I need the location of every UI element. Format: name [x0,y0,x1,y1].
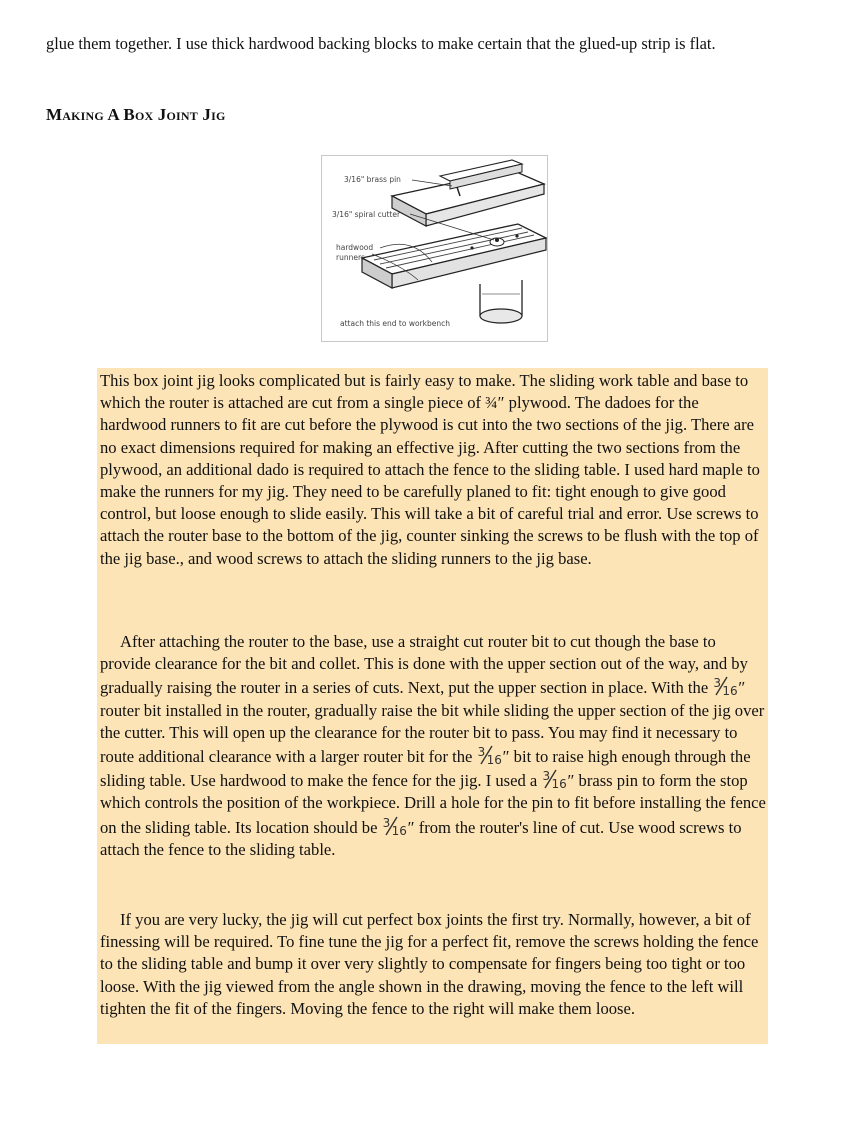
jig-illustration [321,155,548,342]
paragraph-1: This box joint jig looks complicated but is fairly easy to make. The sliding work table and base to which the router is attached are cut from a single piece of ¾″ plywood. The dadoes for the hardwood runners to fit are cut before the plywood is cut into the two sections of the jig. There are no exact dimensions required for making an effective jig. After cutting the two sections from the plywood, an additional dado is required to attach the fence to the sliding table. I used hard maple to make the runners for my jig. They need to be carefully planed to fit: tight enough to give good control, but loose enough to slide easily. This will take a bit of careful trial and error. Use screws to attach the router base to the bottom of the jig, counter sinking the screws to be flush with the top of the jig base., and wood screws to attach the sliding runners to the jig base. [100,371,760,568]
fraction-3-16-icon: 3 16 [382,815,407,838]
paragraph-2 [100,631,766,861]
label-runners-line1: hardwood [336,243,374,252]
section-heading: Making A Box Joint Jig [46,105,226,124]
paragraph-2-text-1: After attaching the router to the base, use a straight cut router bit to cut though the base to provide clearance for the bit and collet. This is done with the upper section out of the way, and by gradually raising the router in a series of cuts. Next, put the upper section in place. With the [100,632,748,698]
label-workbench: attach this end to workbench [340,319,450,328]
paragraph-2-text-3: bit to raise high enough through the sliding table. Use hardwood to make the fence for the jig. I used a [100,747,751,791]
inch-mark: ″ [502,747,510,767]
paragraph-2-text-2: router bit installed in the router, gradually raise the bit while sliding the upper section of the jig over the cutter. This will open up the clearance for the router bit to pass. You may find it necessary to route additional clearance with a larger router bit for the [100,700,765,767]
fraction-3-16-icon: 3 16 [477,745,502,768]
inch-mark: ″ [738,678,746,698]
fraction-3-16-icon: 3 16 [713,676,738,699]
paragraph-3-text: If you are very lucky, the jig will cut perfect box joints the first try. Normally, however, a bit of finessing will be required. To fine tune the jig for a perfect fit, remove the screws holding the fence to the sliding table and bump it over very slightly to compensate for fingers being too tight or too loose. With the jig viewed from the angle shown in the drawing, moving the fence to the left will tighten the fit of the fingers. Moving the fence to the right will make them loose. [100,910,759,1018]
label-brass-pin: 3/16" brass pin [344,175,401,184]
paragraph-2-text-4: brass pin to form the stop which controls the position of the workpiece. Drill a hole for the pin to fit before installing the fence on the sliding table. Its location should be [100,771,766,837]
fraction-3-16-icon: 3 16 [542,769,567,792]
highlighted-text-box [97,368,768,1044]
intro-paragraph: glue them together. I use thick hardwood backing blocks to make certain that the glued-up strip is flat. [46,34,716,53]
paragraph-2-text-5: from the router's line of cut. Use wood screws to attach the fence to the sliding table. [100,817,742,859]
label-runners-line2: runners [336,253,365,262]
inch-mark: ″ [567,771,575,791]
paragraph-3 [100,909,766,1020]
inch-mark: ″ [407,817,415,837]
jig-drawing [322,156,547,341]
label-spiral-cutter: 3/16" spiral cutter [332,210,401,219]
